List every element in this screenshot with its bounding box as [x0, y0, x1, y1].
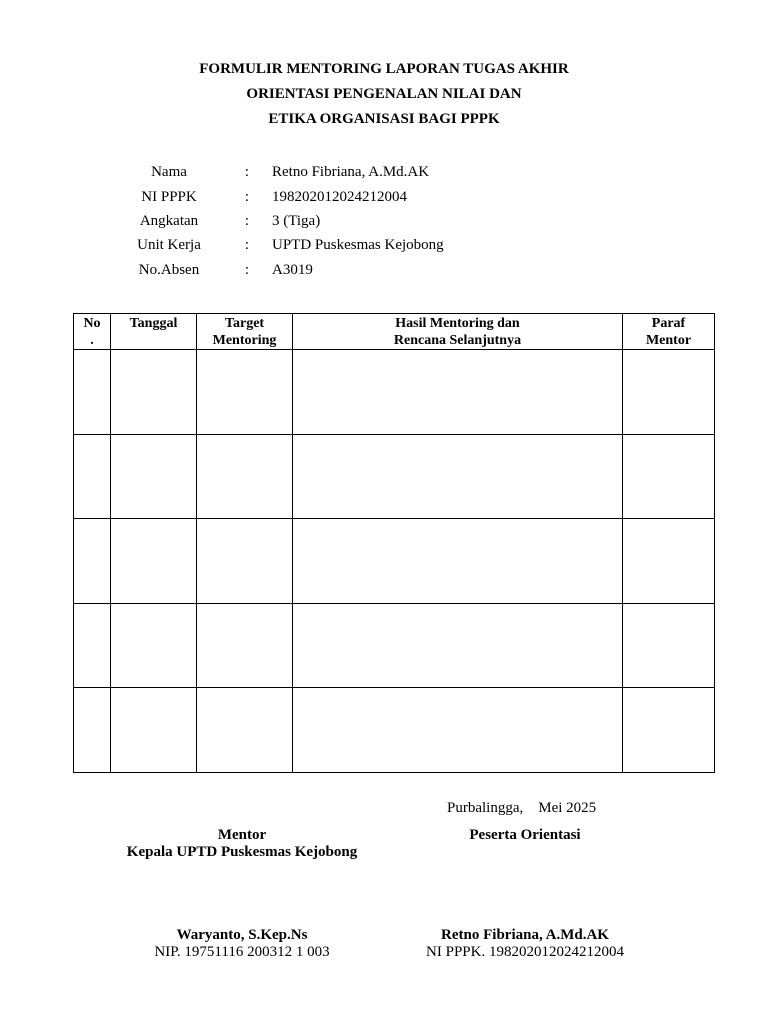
- mentor-name: Waryanto, S.Kep.Ns: [176, 927, 308, 943]
- cell-target-mentoring[interactable]: [197, 519, 293, 604]
- identity-row-ni-pppk: [0, 186, 768, 208]
- cell-paraf-mentor[interactable]: [623, 519, 715, 604]
- identity-label: NI PPPK: [141, 189, 197, 205]
- identity-label: Unit Kerja: [137, 237, 201, 253]
- mentor-signature-block: [92, 927, 392, 961]
- column-header-tanggal: Tanggal: [111, 314, 197, 350]
- identity-row-no-absen: [0, 259, 768, 281]
- column-header-paraf-mentor: Paraf Mentor: [623, 314, 715, 350]
- cell-target-mentoring[interactable]: [197, 688, 293, 773]
- mentor-role: Mentor: [217, 827, 267, 843]
- identity-separator: :: [244, 164, 250, 180]
- identity-value: 198202012024212004: [272, 189, 407, 205]
- cell-hasil-mentoring[interactable]: [293, 350, 623, 435]
- identity-value: A3019: [272, 262, 313, 278]
- identity-label: Nama: [151, 164, 187, 180]
- column-header-target-mentoring: Target Mentoring: [197, 314, 293, 350]
- table-row: [74, 688, 715, 773]
- identity-separator: :: [244, 262, 250, 278]
- cell-no[interactable]: [74, 350, 111, 435]
- cell-tanggal[interactable]: [111, 603, 197, 688]
- identity-separator: :: [244, 213, 250, 229]
- cell-paraf-mentor[interactable]: [623, 688, 715, 773]
- cell-no[interactable]: [74, 434, 111, 519]
- participant-role: Peserta Orientasi: [469, 827, 581, 843]
- cell-paraf-mentor[interactable]: [623, 434, 715, 519]
- cell-hasil-mentoring[interactable]: [293, 434, 623, 519]
- mentor-nip: NIP. 19751116 200312 1 003: [154, 944, 330, 960]
- identity-row-nama: [0, 161, 768, 183]
- place-date: Purbalingga, Mei 2025: [447, 800, 597, 816]
- form-title-line-2: ORIENTASI PENGENALAN NILAI DAN: [246, 86, 522, 102]
- identity-row-unit-kerja: [0, 234, 768, 256]
- table-row: [74, 350, 715, 435]
- cell-tanggal[interactable]: [111, 688, 197, 773]
- identity-label: Angkatan: [139, 213, 199, 229]
- cell-target-mentoring[interactable]: [197, 603, 293, 688]
- cell-no[interactable]: [74, 519, 111, 604]
- table-row: [74, 603, 715, 688]
- identity-separator: :: [244, 237, 250, 253]
- cell-paraf-mentor[interactable]: [623, 603, 715, 688]
- identity-value: 3 (Tiga): [272, 213, 321, 229]
- cell-hasil-mentoring[interactable]: [293, 603, 623, 688]
- identity-label: No.Absen: [138, 262, 200, 278]
- cell-hasil-mentoring[interactable]: [293, 688, 623, 773]
- form-title-line-1: FORMULIR MENTORING LAPORAN TUGAS AKHIR: [199, 61, 569, 77]
- cell-no[interactable]: [74, 688, 111, 773]
- cell-hasil-mentoring[interactable]: [293, 519, 623, 604]
- cell-paraf-mentor[interactable]: [623, 350, 715, 435]
- cell-target-mentoring[interactable]: [197, 434, 293, 519]
- table-header-row: [74, 314, 715, 350]
- cell-no[interactable]: [74, 603, 111, 688]
- mentor-position: Kepala UPTD Puskesmas Kejobong: [126, 844, 358, 860]
- form-title-line-3: ETIKA ORGANISASI BAGI PPPK: [268, 111, 500, 127]
- participant-ni-pppk: NI PPPK. 198202012024212004: [426, 944, 624, 960]
- table-row: [74, 434, 715, 519]
- mentor-role-block: [92, 827, 392, 861]
- identity-row-angkatan: [0, 210, 768, 232]
- participant-name: Retno Fibriana, A.Md.AK: [441, 927, 609, 943]
- participant-role-block: [385, 827, 665, 844]
- identity-value: UPTD Puskesmas Kejobong: [272, 237, 444, 253]
- identity-separator: :: [244, 189, 250, 205]
- column-header-hasil-mentoring: Hasil Mentoring dan Rencana Selanjutnya: [293, 314, 623, 350]
- cell-target-mentoring[interactable]: [197, 350, 293, 435]
- mentoring-table: [73, 313, 715, 773]
- cell-tanggal[interactable]: [111, 434, 197, 519]
- identity-value: Retno Fibriana, A.Md.AK: [272, 164, 430, 180]
- table-row: [74, 519, 715, 604]
- cell-tanggal[interactable]: [111, 519, 197, 604]
- column-header-no: No .: [74, 314, 111, 350]
- participant-signature-block: [385, 927, 665, 961]
- cell-tanggal[interactable]: [111, 350, 197, 435]
